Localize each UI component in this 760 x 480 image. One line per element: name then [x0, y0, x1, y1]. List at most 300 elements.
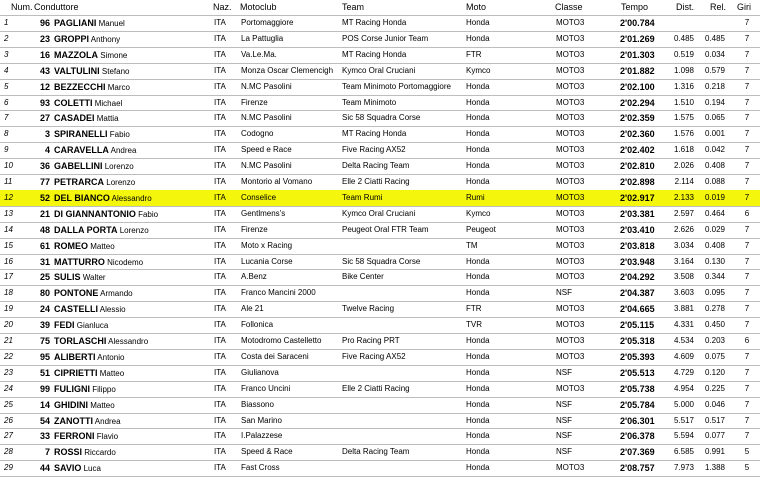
header-club: Motoclub	[240, 2, 277, 12]
cell-laps: 7	[744, 431, 750, 441]
cell-time: 2'05.513	[620, 367, 655, 378]
table-row[interactable]	[0, 126, 760, 142]
cell-number: 3	[44, 129, 50, 140]
cell-number: 43	[39, 65, 50, 76]
driver-first-name: Lorenzo	[106, 178, 136, 187]
cell-motoclub: Speed e Race	[241, 145, 292, 155]
table-row[interactable]	[0, 333, 760, 349]
cell-driver	[54, 142, 136, 159]
cell-laps: 5	[744, 463, 750, 473]
cell-interval: 0.218	[704, 81, 725, 91]
cell-moto: Honda	[466, 129, 490, 139]
driver-surname: BEZZECCHI	[54, 81, 106, 92]
cell-time: 2'03.818	[620, 240, 655, 251]
cell-driver	[54, 301, 126, 318]
cell-interval: 0.450	[704, 320, 725, 330]
cell-nation: ITA	[214, 415, 226, 425]
cell-position: 1	[4, 18, 9, 27]
driver-first-name: Alessio	[99, 305, 126, 315]
cell-time: 2'02.810	[620, 161, 655, 172]
cell-number: 80	[39, 288, 50, 299]
cell-laps: 7	[744, 383, 750, 393]
header-moto: Moto	[466, 2, 487, 12]
cell-gap: 1.576	[673, 129, 694, 139]
table-row[interactable]	[0, 413, 760, 429]
cell-time: 2'05.393	[620, 351, 655, 362]
cell-driver	[54, 15, 125, 32]
driver-surname: ALIBERTI	[54, 351, 96, 362]
cell-nation: ITA	[214, 113, 226, 123]
cell-number: 25	[39, 272, 50, 283]
cell-motoclub: Lucania Corse	[241, 256, 293, 266]
cell-motoclub: Va.Le.Ma.	[241, 49, 277, 59]
cell-laps: 7	[744, 304, 750, 314]
cell-interval: 0.042	[704, 145, 725, 155]
table-row[interactable]	[0, 110, 760, 126]
cell-gap: 1.575	[673, 113, 694, 123]
cell-interval: 0.095	[704, 288, 725, 298]
cell-gap: 4.534	[673, 336, 694, 345]
cell-class: MOTO3	[556, 240, 585, 250]
table-row[interactable]	[0, 397, 760, 413]
cell-class: NSF	[556, 431, 572, 441]
cell-gap: 0.485	[673, 33, 694, 43]
driver-first-name: Anthony	[90, 34, 121, 44]
cell-class: NSF	[556, 415, 572, 425]
cell-number: 96	[39, 18, 50, 28]
driver-first-name: Stefano	[101, 66, 130, 76]
cell-nation: ITA	[214, 129, 226, 139]
cell-class: MOTO3	[556, 383, 585, 393]
driver-surname: MATTURRO	[54, 256, 105, 267]
driver-surname: ZANOTTI	[54, 415, 93, 426]
cell-class: MOTO3	[556, 224, 585, 234]
cell-motoclub: Franco Mancini 2000	[241, 288, 316, 298]
cell-position: 24	[4, 383, 13, 393]
cell-laps: 7	[744, 97, 750, 107]
cell-driver	[54, 95, 122, 112]
cell-position: 4	[4, 65, 9, 75]
table-row[interactable]	[0, 254, 760, 270]
table-row[interactable]	[0, 174, 760, 190]
cell-position: 16	[4, 256, 13, 266]
cell-number: 99	[39, 383, 50, 394]
cell-class: MOTO3	[556, 65, 585, 75]
cell-class: NSF	[556, 447, 572, 457]
cell-laps: 6	[744, 336, 750, 345]
cell-team: MT Racing Honda	[342, 49, 407, 59]
header-dist: Dist.	[676, 2, 694, 12]
cell-position: 5	[4, 81, 9, 91]
cell-gap: 2.114	[674, 177, 694, 186]
cell-laps: 7	[744, 177, 750, 186]
header-team: Team	[342, 2, 365, 12]
cell-driver	[54, 110, 119, 127]
driver-first-name: Antonio	[97, 352, 125, 362]
cell-gap: 3.034	[673, 240, 694, 250]
driver-surname: SAVIO	[54, 463, 82, 474]
cell-gap: 5.594	[673, 431, 694, 441]
cell-time: 2'07.369	[620, 447, 655, 458]
cell-time: 2'02.898	[620, 177, 655, 187]
cell-gap: 0.519	[673, 49, 694, 59]
driver-surname: MAZZOLA	[54, 49, 98, 60]
driver-surname: SULIS	[54, 272, 81, 283]
table-row[interactable]	[0, 190, 760, 206]
cell-interval: 1.388	[704, 463, 725, 473]
cell-driver	[54, 349, 124, 366]
driver-first-name: Lorenzo	[119, 225, 149, 235]
cell-gap: 3.603	[673, 288, 694, 298]
cell-interval: 0.203	[704, 336, 725, 345]
cell-nation: ITA	[214, 240, 226, 250]
cell-class: NSF	[556, 399, 572, 409]
table-row[interactable]	[0, 301, 760, 317]
cell-moto: Honda	[466, 18, 490, 27]
table-row[interactable]	[0, 428, 760, 444]
header-tempo: Tempo	[621, 2, 649, 12]
cell-motoclub: Follonica	[241, 320, 274, 330]
cell-nation: ITA	[214, 304, 226, 314]
cell-number: 14	[39, 399, 50, 410]
table-row[interactable]	[0, 381, 760, 397]
table-row[interactable]	[0, 365, 760, 381]
cell-class: MOTO3	[556, 304, 585, 314]
driver-surname: COLETTI	[54, 97, 93, 108]
cell-team: Kymco Oral Cruciani	[342, 208, 416, 218]
cell-number: 4	[44, 145, 50, 156]
cell-nation: ITA	[214, 145, 226, 155]
driver-first-name: Armando	[100, 289, 133, 299]
cell-nation: ITA	[214, 208, 226, 218]
table-row[interactable]	[0, 444, 760, 460]
cell-nation: ITA	[214, 65, 226, 75]
cell-nation: ITA	[214, 256, 226, 266]
row-divider	[0, 476, 760, 477]
cell-motoclub: Codogno	[241, 129, 274, 139]
driver-first-name: Andrea	[94, 416, 121, 426]
table-row[interactable]	[0, 269, 760, 285]
cell-team: Five Racing AX52	[342, 145, 406, 155]
cell-team: Delta Racing Team	[342, 447, 410, 457]
cell-nation: ITA	[214, 272, 226, 282]
cell-driver	[54, 444, 116, 461]
cell-interval: 0.065	[704, 113, 725, 123]
table-row[interactable]	[0, 285, 760, 301]
cell-gap: 1.510	[673, 97, 694, 107]
cell-nation: ITA	[214, 18, 226, 27]
cell-motoclub: Firenze	[241, 97, 268, 107]
cell-position: 12	[4, 192, 13, 202]
cell-driver	[54, 254, 143, 271]
cell-laps: 6	[744, 208, 750, 218]
driver-surname: PETRARCA	[54, 177, 105, 187]
cell-class: NSF	[556, 367, 572, 377]
cell-moto: Kymco	[466, 65, 491, 75]
cell-position: 22	[4, 351, 13, 361]
header-rel: Rel.	[710, 2, 727, 12]
cell-interval: 0.579	[704, 65, 725, 75]
cell-nation: ITA	[214, 81, 226, 91]
cell-position: 11	[4, 177, 13, 186]
cell-nation: ITA	[214, 447, 226, 457]
cell-team: Five Racing AX52	[342, 351, 406, 361]
cell-interval: 0.464	[704, 208, 725, 218]
table-row[interactable]	[0, 47, 760, 63]
cell-position: 21	[4, 336, 13, 345]
cell-position: 20	[4, 320, 13, 330]
cell-number: 48	[39, 224, 50, 235]
cell-motoclub: Conselice	[241, 192, 277, 202]
cell-gap: 2.597	[673, 208, 694, 218]
cell-time: 2'01.269	[620, 33, 655, 44]
cell-motoclub: Portomaggiore	[241, 18, 294, 27]
cell-moto: FTR	[466, 49, 482, 59]
cell-moto: TVR	[466, 320, 482, 330]
cell-laps: 7	[744, 320, 750, 330]
cell-moto: Honda	[466, 161, 490, 171]
cell-motoclub: A.Benz	[241, 272, 267, 282]
header-driver: Conduttore	[34, 2, 79, 12]
cell-number: 61	[39, 240, 50, 251]
cell-interval: 0.408	[704, 240, 725, 250]
cell-team: Twelve Racing	[342, 304, 395, 314]
cell-number: 93	[39, 97, 50, 108]
table-row[interactable]	[0, 79, 760, 95]
cell-interval: 0.278	[704, 304, 725, 314]
cell-class: MOTO3	[556, 145, 585, 155]
cell-driver	[54, 381, 116, 398]
table-row[interactable]	[0, 238, 760, 254]
cell-motoclub: Monza Oscar Clemencigh	[241, 65, 334, 75]
cell-interval: 0.001	[704, 129, 725, 139]
cell-time: 2'02.917	[620, 192, 655, 203]
driver-first-name: Alessandro	[108, 337, 149, 346]
cell-motoclub: San Marino	[241, 415, 282, 425]
cell-interval: 0.344	[704, 272, 725, 282]
cell-interval: 0.034	[704, 49, 725, 59]
cell-motoclub: Gentlmens's	[241, 208, 286, 218]
cell-interval: 0.120	[704, 367, 725, 377]
cell-motoclub: La Pattuglia	[241, 33, 284, 43]
cell-motoclub: Ale 21	[241, 304, 264, 314]
cell-gap: 1.316	[673, 81, 694, 91]
cell-time: 2'02.359	[620, 113, 655, 124]
cell-team: Elle 2 Ciatti Racing	[342, 383, 410, 393]
cell-position: 7	[4, 113, 9, 123]
cell-nation: ITA	[214, 192, 226, 202]
driver-surname: CASADEI	[54, 113, 95, 124]
driver-first-name: Alessandro	[111, 193, 152, 203]
cell-driver	[54, 238, 115, 255]
driver-surname: CASTELLI	[54, 304, 98, 315]
cell-team: Peugeot Oral FTR Team	[342, 224, 429, 234]
cell-moto: Honda	[466, 145, 490, 155]
driver-surname: ROMEO	[54, 240, 89, 251]
driver-surname: DEL BIANCO	[54, 192, 110, 203]
cell-nation: ITA	[214, 97, 226, 107]
cell-number: 54	[39, 415, 50, 426]
table-row[interactable]	[0, 31, 760, 47]
cell-driver	[54, 47, 127, 64]
cell-motoclub: Moto x Racing	[241, 240, 293, 250]
cell-driver	[54, 317, 108, 334]
cell-gap: 1.098	[673, 65, 694, 75]
cell-driver	[54, 174, 135, 191]
cell-interval: 0.408	[704, 161, 725, 171]
cell-nation: ITA	[214, 431, 226, 441]
cell-number: 52	[39, 192, 50, 203]
cell-motoclub: Giulianova	[241, 367, 279, 377]
header-giri: Giri	[737, 2, 751, 12]
cell-laps: 7	[744, 129, 750, 139]
cell-team: Sic 58 Squadra Corse	[342, 113, 421, 123]
cell-moto: Kymco	[466, 208, 491, 218]
cell-gap: 6.585	[673, 447, 694, 457]
driver-surname: FERRONI	[54, 431, 95, 442]
cell-position: 14	[4, 224, 13, 234]
cell-gap: 7.973	[673, 463, 694, 473]
cell-driver	[54, 79, 130, 96]
table-row[interactable]	[0, 95, 760, 111]
cell-interval: 0.194	[704, 97, 725, 107]
cell-number: 77	[39, 177, 50, 187]
table-row[interactable]	[0, 158, 760, 174]
cell-moto: Honda	[466, 383, 490, 393]
cell-laps: 7	[744, 224, 750, 234]
driver-first-name: Riccardo	[84, 448, 116, 458]
cell-gap: 5.000	[673, 399, 694, 409]
cell-position: 6	[4, 97, 9, 107]
cell-moto: Honda	[466, 431, 490, 441]
cell-position: 3	[4, 49, 9, 59]
cell-time: 2'03.381	[620, 208, 655, 219]
cell-laps: 7	[744, 351, 750, 361]
cell-moto: Honda	[466, 463, 490, 473]
cell-nation: ITA	[214, 49, 226, 59]
cell-position: 8	[4, 129, 9, 139]
cell-number: 95	[39, 351, 50, 362]
cell-time: 2'01.882	[620, 65, 655, 76]
cell-number: 16	[39, 49, 50, 60]
cell-class: MOTO3	[556, 161, 585, 171]
cell-interval: 0.029	[704, 224, 725, 234]
driver-first-name: Andrea	[110, 146, 137, 156]
table-row[interactable]	[0, 15, 760, 31]
cell-time: 2'02.402	[620, 145, 655, 156]
cell-position: 25	[4, 399, 13, 409]
cell-number: 12	[39, 81, 50, 92]
cell-class: MOTO3	[556, 49, 585, 59]
cell-gap: 4.609	[673, 351, 694, 361]
cell-number: 75	[39, 336, 50, 346]
cell-gap: 5.517	[673, 415, 694, 425]
cell-driver	[54, 222, 149, 239]
driver-surname: FEDI	[54, 320, 75, 331]
cell-driver	[54, 269, 106, 286]
cell-number: 36	[39, 161, 50, 172]
header-num: Num.	[11, 2, 33, 12]
cell-moto: Honda	[466, 256, 490, 266]
cell-driver	[54, 397, 115, 414]
driver-first-name: Mattia	[96, 114, 119, 124]
table-row[interactable]	[0, 222, 760, 238]
cell-interval: 0.225	[704, 383, 725, 393]
cell-motoclub: N.MC Pasolini	[241, 113, 292, 123]
table-row[interactable]	[0, 142, 760, 158]
cell-gap: 2.626	[673, 224, 694, 234]
cell-position: 15	[4, 240, 13, 250]
table-row[interactable]	[0, 317, 760, 333]
cell-motoclub: Motodromo Castelletto	[241, 336, 322, 345]
cell-nation: ITA	[214, 351, 226, 361]
cell-driver	[54, 190, 152, 207]
cell-motoclub: N.MC Pasolini	[241, 161, 292, 171]
cell-class: MOTO3	[556, 272, 585, 282]
cell-interval: 0.046	[704, 399, 725, 409]
cell-motoclub: N.MC Pasolini	[241, 81, 292, 91]
cell-class: MOTO3	[556, 97, 585, 107]
cell-interval: 0.485	[704, 33, 725, 43]
cell-laps: 7	[744, 49, 750, 59]
cell-number: 44	[39, 463, 50, 474]
table-row[interactable]	[0, 63, 760, 79]
cell-laps: 7	[744, 161, 750, 171]
driver-first-name: Gianluca	[76, 321, 109, 331]
cell-moto: Honda	[466, 399, 490, 409]
cell-nation: ITA	[214, 33, 226, 43]
table-row[interactable]	[0, 349, 760, 365]
cell-team: Kymco Oral Cruciani	[342, 65, 416, 75]
table-row[interactable]	[0, 206, 760, 222]
cell-team: MT Racing Honda	[342, 18, 407, 27]
cell-class: MOTO3	[556, 113, 585, 123]
cell-number: 27	[39, 113, 50, 124]
cell-position: 9	[4, 145, 9, 155]
cell-time: 2'03.410	[620, 224, 655, 235]
cell-class: MOTO3	[556, 463, 585, 473]
cell-driver	[54, 460, 101, 477]
driver-first-name: Matteo	[90, 241, 115, 251]
cell-position: 27	[4, 431, 13, 441]
cell-laps: 7	[744, 367, 750, 377]
cell-nation: ITA	[214, 224, 226, 234]
header-classe: Classe	[555, 2, 583, 12]
table-row[interactable]	[0, 460, 760, 476]
cell-position: 13	[4, 208, 13, 218]
cell-moto: TM	[466, 240, 478, 250]
cell-time: 2'05.738	[620, 383, 655, 394]
cell-nation: ITA	[214, 336, 226, 345]
cell-time: 2'04.665	[620, 304, 655, 315]
cell-team: Sic 58 Squadra Corse	[342, 256, 421, 266]
cell-laps: 7	[744, 399, 750, 409]
cell-position: 23	[4, 367, 13, 377]
cell-laps: 7	[744, 81, 750, 91]
driver-first-name: Simone	[100, 50, 128, 60]
cell-driver	[54, 428, 118, 445]
cell-laps: 5	[744, 447, 750, 457]
cell-team: Team Minimoto Portomaggiore	[342, 81, 451, 91]
cell-interval: 0.077	[704, 431, 725, 441]
cell-gap: 3.508	[673, 272, 694, 282]
driver-first-name: Michael	[94, 98, 123, 108]
cell-laps: 7	[744, 33, 750, 43]
driver-surname: DALLA PORTA	[54, 224, 118, 235]
cell-position: 17	[4, 272, 13, 282]
cell-number: 21	[39, 208, 50, 219]
cell-laps: 7	[744, 145, 750, 155]
